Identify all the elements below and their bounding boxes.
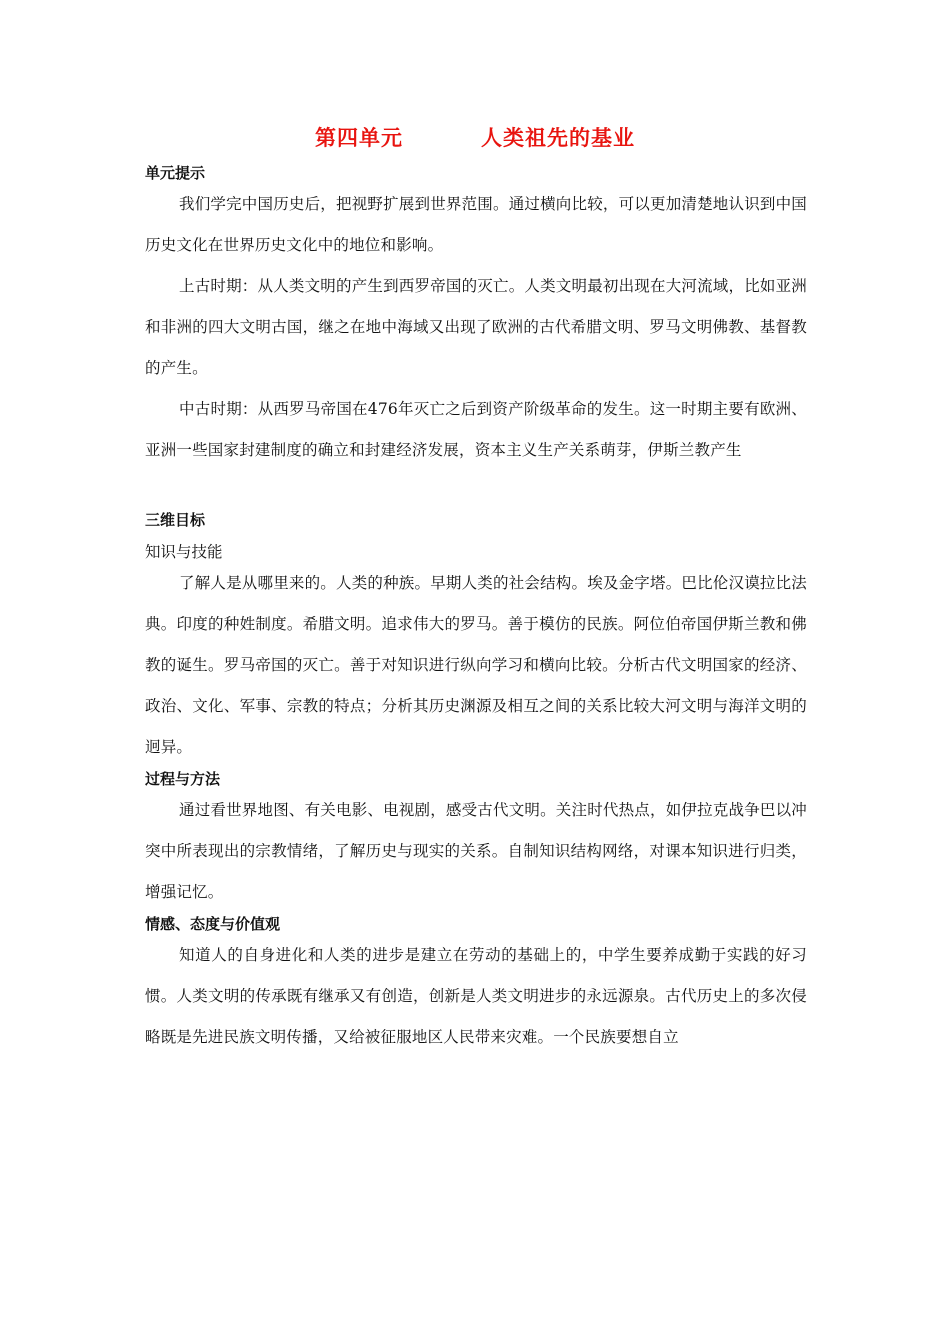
page-title [0,122,950,152]
goals-heading: 三维目标 [145,511,206,529]
ancient-period-paragraph: 上古时期：从人类文明的产生到西罗帝国的灭亡。人类文明最初出现在大河流域，比如亚洲和非洲的四大文明古国，继之在地中海域又出现了欧洲的古代希腊文明、罗马文明佛教、基督教的产生。 [145,277,808,377]
values-heading: 情感、态度与价值观 [145,915,281,933]
title-name: 人类祖先的基业 [481,126,635,150]
title-unit: 第四单元 [315,126,403,150]
medieval-period-paragraph: 中古时期：从西罗马帝国在476年灭亡之后到资产阶级革命的发生。这一时期主要有欧洲、亚洲一些国家封建制度的确立和封建经济发展，资本主义生产关系萌芽，伊斯兰教产生 [145,400,807,459]
knowledge-skills-paragraph: 了解人是从哪里来的。人类的种族。早期人类的社会结构。埃及金字塔。巴比伦汉谟拉比法典。印度的种姓制度。希腊文明。追求伟大的罗马。善于模仿的民族。阿位伯帝国伊斯兰教和佛教的诞生。罗马帝国的灭亡。善于对知识进行纵向学习和横向比较。分析古代文明国家的经济、政治、文化、军事、宗教的特点；分析其历史渊源及相互之间的关系比较大河文明与海洋文明的迥异。 [145,574,808,756]
process-methods-paragraph: 通过看世界地图、有关电影、电视剧，感受古代文明。关注时代热点，如伊拉克战争巴以冲突中所表现出的宗教情绪，了解历史与现实的关系。自制知识结构网络，对课本知识进行归类，增强记忆。 [145,801,808,901]
knowledge-skills-heading: 知识与技能 [145,543,223,561]
unit-tips-heading: 单元提示 [145,164,206,182]
values-paragraph: 知道人的自身进化和人类的进步是建立在劳动的基础上的，中学生要养成勤于实践的好习惯。人类文明的传承既有继承又有创造，创新是人类文明进步的永远源泉。古代历史上的多次侵略既是先进民族文明传播，又给被征服地区人民带来灾难。一个民族要想自立 [145,946,807,1046]
unit-tips-intro: 我们学完中国历史后，把视野扩展到世界范围。通过横向比较，可以更加清楚地认识到中国历史文化在世界历史文化中的地位和影响。 [145,195,808,254]
document-body [145,162,807,1058]
process-methods-heading: 过程与方法 [145,770,221,788]
